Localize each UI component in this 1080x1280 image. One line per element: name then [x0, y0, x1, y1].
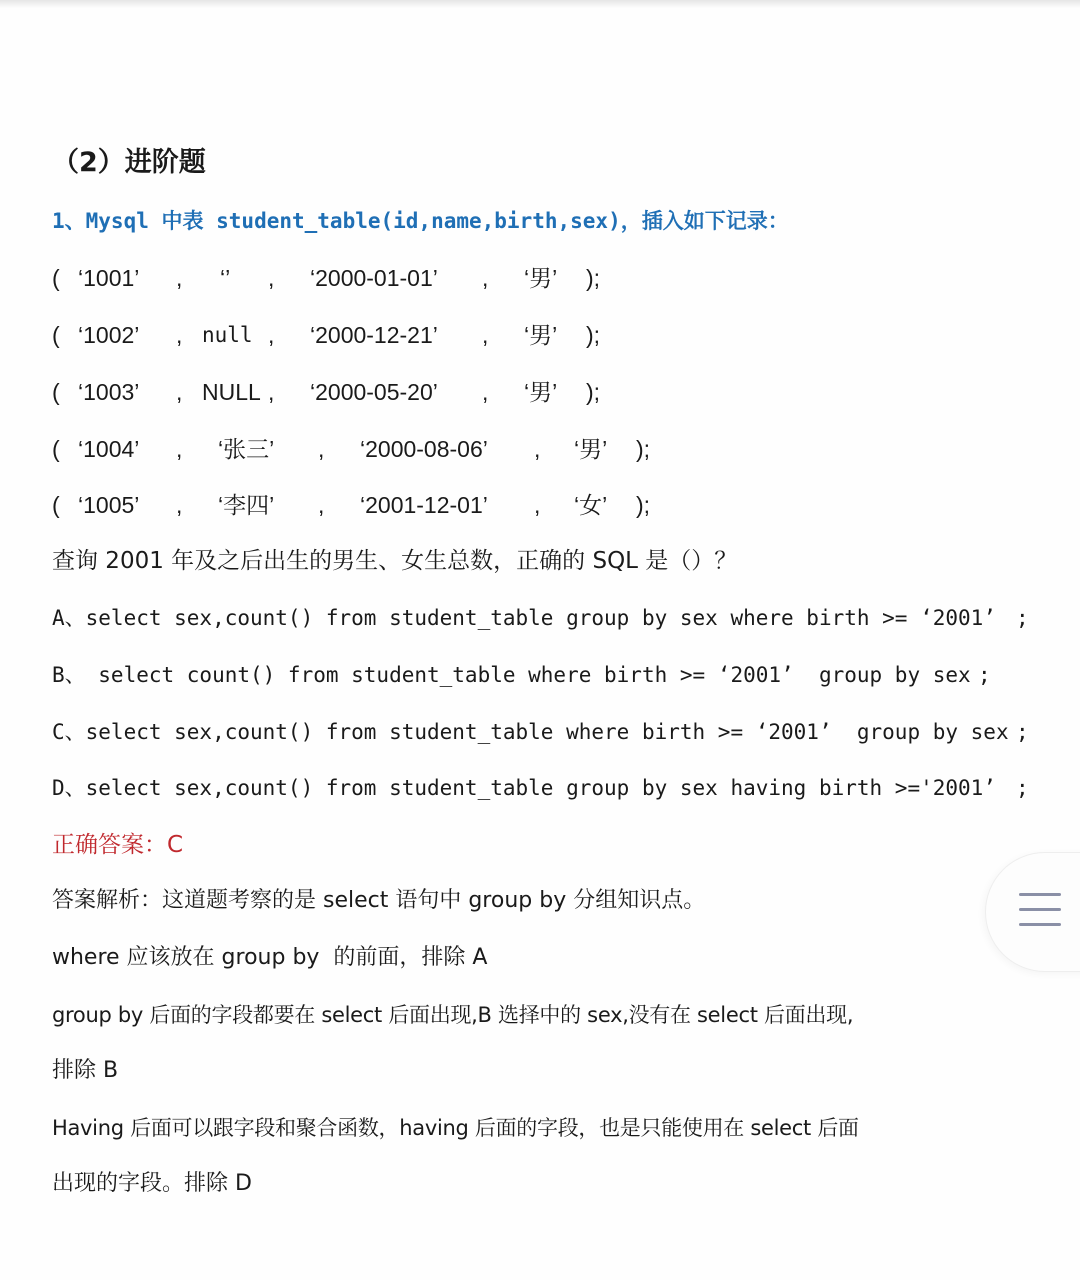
- option-a: A、select sex,count() from student_table group by sex where birth >= ‘2001’: [52, 606, 996, 630]
- option-c: C、select sex,count() from student_table where birth >= ‘2001’ group by sex: [52, 720, 1009, 744]
- record-sex: ‘男’: [574, 436, 608, 462]
- record-row: ( ‘1001’ , ‘’ , ‘2000-01-01’ , ‘男’ );: [52, 265, 601, 291]
- option-c-end: ;: [1016, 720, 1029, 744]
- option-b: B、 select count() from student_table where birth >= ‘2001’ group by sex: [52, 663, 971, 687]
- explanation-line: 答案解析：这道题考察的是 select 语句中 group by 分组知识点。: [52, 888, 706, 913]
- question-title: 1、Mysql 中表 student_table(id,name,birth,sex)，插入如下记录：: [52, 209, 789, 233]
- record-birth: ‘2001-12-01’: [360, 492, 488, 518]
- record-birth: ‘2000-05-20’: [310, 379, 438, 405]
- record-sex: ‘男’: [524, 379, 558, 405]
- explanation-line: where 应该放在 group by 的前面，排除 A: [52, 945, 488, 970]
- option-a-end: ;: [1016, 606, 1029, 630]
- explanation-line: 出现的字段。排除 D: [52, 1171, 252, 1196]
- explanation-line: group by 后面的字段都要在 select 后面出现,B 选择中的 sex,没有在 select 后面出现,: [52, 1003, 854, 1027]
- record-name: ‘’: [220, 265, 231, 291]
- record-name: NULL: [202, 379, 261, 405]
- record-row: ( ‘1004’ , ‘张三’ , ‘2000-08-06’ , ‘男’ );: [52, 436, 651, 462]
- option-d: D、select sex,count() from student_table group by sex having birth >='2001’: [52, 776, 996, 800]
- record-id: ‘1005’: [78, 492, 140, 518]
- correct-answer: 正确答案：C: [52, 832, 184, 858]
- record-row: ( ‘1003’ , NULL , ‘2000-05-20’ , ‘男’ );: [52, 379, 601, 405]
- top-shadow: [0, 0, 1080, 8]
- record-id: ‘1001’: [78, 265, 140, 291]
- record-name: ‘张三’: [218, 436, 275, 462]
- record-id: ‘1002’: [78, 322, 140, 348]
- record-sex: ‘男’: [524, 265, 558, 291]
- record-sex: ‘女’: [574, 492, 608, 518]
- floating-menu-button[interactable]: [985, 852, 1080, 972]
- option-b-end: ;: [978, 663, 991, 687]
- record-name: null: [202, 323, 253, 347]
- record-birth: ‘2000-08-06’: [360, 436, 488, 462]
- section-heading: （2）进阶题: [52, 147, 206, 178]
- record-birth: ‘2000-01-01’: [310, 265, 438, 291]
- record-id: ‘1004’: [78, 436, 140, 462]
- record-row: ( ‘1005’ , ‘李四’ , ‘2001-12-01’ , ‘女’ );: [52, 492, 651, 518]
- record-sex: ‘男’: [524, 322, 558, 348]
- record-row: ( ‘1002’ , null , ‘2000-12-21’ , ‘男’ );: [52, 322, 601, 348]
- question-prompt: 查询 2001 年及之后出生的男生、女生总数，正确的 SQL 是（）？: [52, 548, 738, 574]
- record-birth: ‘2000-12-21’: [310, 322, 438, 348]
- explanation-line: Having 后面可以跟字段和聚合函数，having 后面的字段，也是只能使用在 select 后面: [52, 1116, 859, 1140]
- explanation-line: 排除 B: [52, 1058, 119, 1083]
- record-id: ‘1003’: [78, 379, 140, 405]
- record-name: ‘李四’: [218, 492, 275, 518]
- option-d-end: ;: [1016, 776, 1029, 800]
